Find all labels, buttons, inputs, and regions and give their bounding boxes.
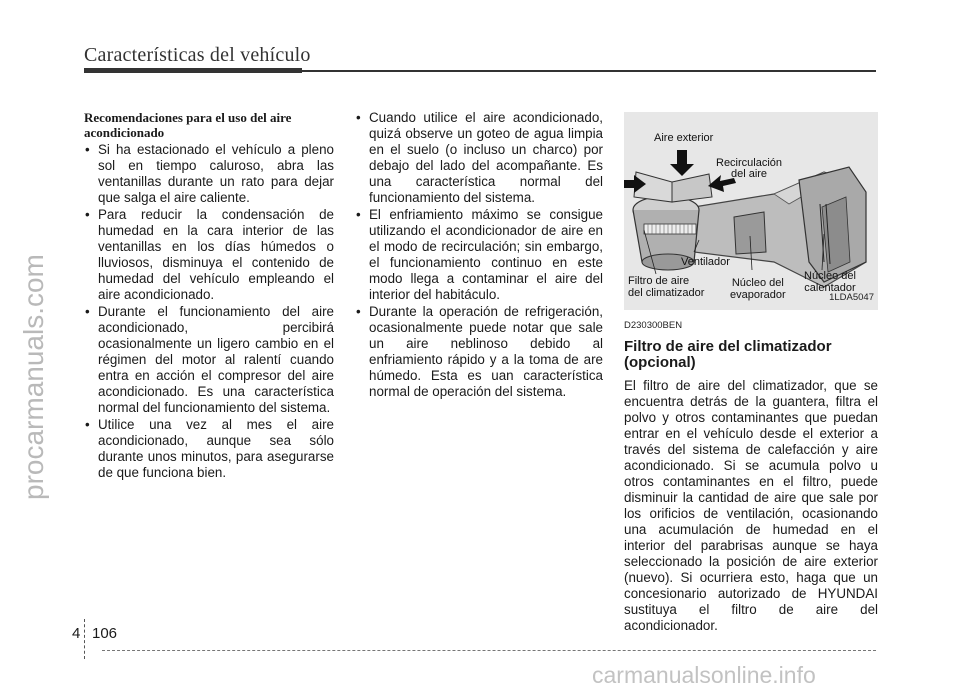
label-climate-filter: Filtro de aire del climatizador [628,275,705,299]
list-item: • Durante el funcionamiento del aire acondicionado, percibirá ocasionalmente un ligero cambio en el régimen del motor al ralentí cuando entra en acción el compresor del aire acondicionado. Es una característica normal del funcionamiento del sistema. [84,304,334,416]
label-evaporator-core: Núcleo del evaporador [730,277,786,301]
page-header-title: Características del vehículo [84,44,311,66]
ac-recommendations-list [84,142,334,481]
watermark-procarmanuals: procarmanuals.com [18,254,49,500]
header-rule-thin [302,70,876,72]
section-code: D230300BEN [624,320,683,331]
list-item: • Para reducir la condensación de humedad en la cara interior de las ventanillas en los días húmedos o lluviosos, disminuya el contenido de humedad del vehículo empleando el aire acondicionado. [84,207,334,303]
column-1 [84,110,334,482]
label-recirculation: Recirculación del aire [716,157,783,180]
ac-notes-list [355,110,603,400]
section-title: Filtro de aire del climatizador (opcional) [624,338,832,371]
section-body: El filtro de aire del climatizador, que se encuentra detrás de la guantera, filtra el polvo y otros contaminantes que puedan entrar en el vehículo desde el exterior a través del sistema de calefacción y aire acondicionado. Si se acumula polvo u otros contaminantes en el filtro, puede disminuir la cantidad de aire que sale por los orificios de ventilación, ocasionando una acumulación de humedad en el interior del parabrisas aunque se haya seleccionado la posición de aire exterior (nuevo). Si ocurriera esto, haga que un concesionario autorizado de HYUNDAI sustituya el filtro de aire del acondicionador. [624,378,878,633]
list-item: • Durante la operación de refrigeración, ocasionalmente puede notar que sale un aire neblinoso debido al enfriamiento rápido y a la toma de are húmedo. Esta es uan característica normal de operación del sistema. [355,304,603,400]
ac-recommendations-heading: Recomendaciones para el uso del aire acondicionado [84,110,292,140]
label-heater-core: Núcleo del calentador [804,270,856,294]
footer-line [102,650,876,651]
page-number: 106 [92,625,118,642]
header-rule-thick [84,68,302,73]
climate-filter-diagram [624,112,878,310]
label-fan: Ventilador [681,256,730,268]
list-item: • Utilice una vez al mes el aire acondicionado, aunque sea sólo durante unos minutos, para asegurarse de que funciona bien. [84,417,334,481]
footer-divider [84,619,86,659]
watermark-carmanualsonline: carmanualsonline.info [592,662,816,688]
list-item: • Cuando utilice el aire acondicionado, quizá observe un goteo de agua limpia en el suelo (o incluso un charco) por debajo del lado del acompañante. Es una característica normal del funcionamiento del sistema. [355,110,603,206]
list-item: • El enfriamiento máximo se consigue utilizando el acondicionador de aire en el modo de recirculación; sin embargo, el funcionamiento continuo en este modo llega a contaminar el aire del interior del habitáculo. [355,207,603,303]
column-2 [355,110,603,401]
label-outside-air: Aire exterior [654,132,714,144]
chapter-number: 4 [72,625,81,642]
column-3 [624,112,878,634]
figure-code: 1LDA5047 [829,292,874,303]
list-item: • Si ha estacionado el vehículo a pleno sol en tiempo caluroso, abra las ventanillas durante un rato para dejar que salga el aire caliente. [84,142,334,206]
